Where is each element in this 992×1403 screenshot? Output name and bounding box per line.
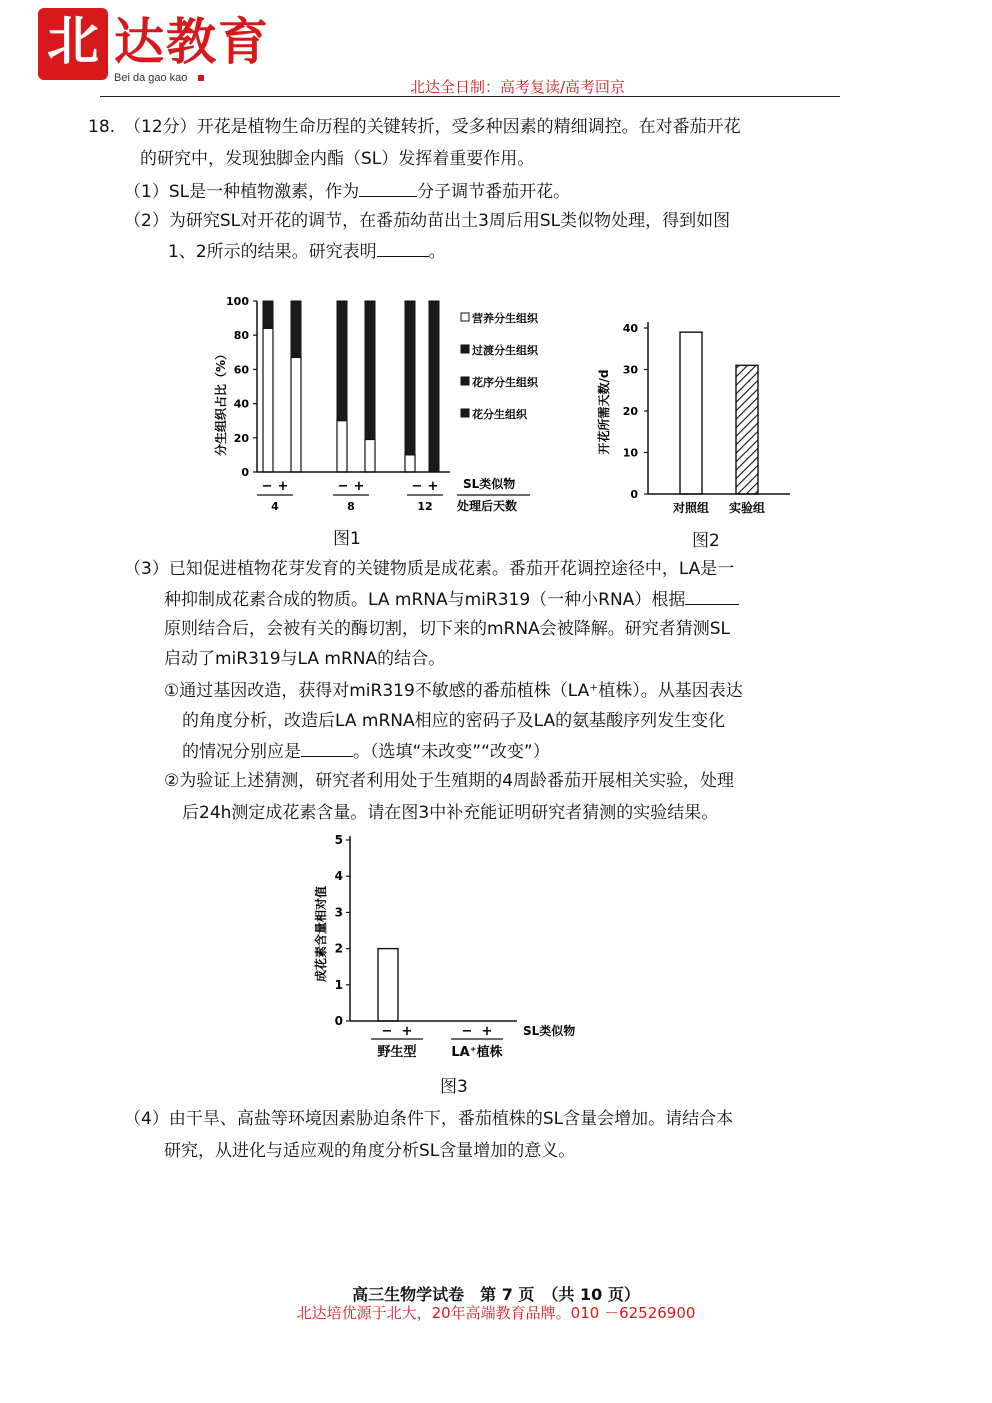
part-3-sub-1-text-b: 。（选填“未改变”“改变”） bbox=[353, 742, 550, 762]
logo-name: 达教育 bbox=[114, 12, 270, 71]
figure-1-bar-vegetative-segment bbox=[263, 328, 273, 472]
figure-3-bar bbox=[378, 949, 398, 1021]
part-3-line-1: （3）已知促进植物花芽发育的关键物质是成花素。番茄开花调控途径中，LA是一 bbox=[124, 559, 735, 579]
figure-1-caption: 图1 bbox=[333, 529, 361, 549]
figure-2-y-tick-label: 20 bbox=[622, 405, 638, 418]
figure-2-x-labels bbox=[672, 500, 765, 515]
figure-1-bar-other-segment bbox=[429, 301, 439, 472]
question-intro-line-2: 的研究中，发现独脚金内酯（SL）发挥着重要作用。 bbox=[140, 149, 535, 169]
part-3-line-3: 原则结合后，会被有关的酶切割，切下来的mRNA会被降解。研究者猜测SL bbox=[164, 619, 730, 639]
figure-3-y-tick-label: 5 bbox=[334, 833, 343, 847]
figure-3-group-label: LA⁺植株 bbox=[451, 1045, 503, 1060]
figure-1-legend-label: 营养分生组织 bbox=[472, 312, 538, 325]
figure-1-y-tick-label: 80 bbox=[233, 329, 249, 343]
figure-1-y-tick-label: 0 bbox=[241, 466, 249, 479]
figure-3-treatment-minus: − bbox=[461, 1024, 473, 1039]
figure-1-y-tick-label: 20 bbox=[233, 431, 249, 445]
part-3-sub-1-line-3 bbox=[182, 740, 550, 763]
part-2-line-1: （2）为研究SL对开花的调节，在番茄幼苗出土3周后用SL类似物处理，得到如图 bbox=[124, 211, 731, 231]
figure-3-y-ticks bbox=[335, 833, 350, 1028]
logo-dot bbox=[198, 75, 204, 81]
figure-3-y-tick-label: 1 bbox=[334, 977, 343, 992]
figure-1-treatment-minus: − bbox=[337, 479, 349, 494]
figure-1-bars bbox=[263, 301, 439, 472]
figure-2-y-tick-label: 30 bbox=[622, 363, 638, 377]
figure-1-treatment-plus: + bbox=[353, 479, 365, 494]
figure-1-bar-other-segment bbox=[337, 301, 347, 421]
figure-3-caption: 图3 bbox=[440, 1077, 468, 1097]
figure-1-legend-swatch bbox=[461, 313, 469, 321]
figure-1-bar-vegetative-segment bbox=[365, 440, 375, 472]
part-1-text-a: （1）SL是一种植物激素，作为 bbox=[124, 182, 360, 202]
figure-2-bar bbox=[736, 365, 758, 494]
figure-2-bars bbox=[680, 332, 758, 494]
figure-3-x-labels bbox=[371, 1024, 503, 1060]
part-3-sub-1-line-1: ①通过基因改造，获得对miR319不敏感的番茄植株（LA⁺植株）。从基因表达 bbox=[164, 681, 743, 701]
answer-blank-2[interactable] bbox=[377, 240, 429, 257]
figure-1-treatment-plus: + bbox=[277, 479, 289, 494]
figure-1-legend-label: 花分生组织 bbox=[472, 408, 527, 421]
figure-2-y-ticks bbox=[623, 322, 648, 501]
figure-3-chart bbox=[305, 828, 615, 1068]
figure-3-group-label: 野生型 bbox=[377, 1045, 417, 1060]
figure-3-y-tick-label: 4 bbox=[334, 869, 343, 884]
footer-page-info: 高三生物学试卷 第 7 页 （共 10 页） bbox=[352, 1285, 640, 1304]
figure-2-category-label: 对照组 bbox=[672, 501, 710, 515]
question-intro-line-1: （12分）开花是植物生命历程的关键转折，受多种因素的精细调控。在对番茄开花 bbox=[124, 117, 741, 137]
figure-1-bar-vegetative-segment bbox=[291, 357, 301, 472]
logo-char: 北 bbox=[46, 12, 99, 72]
figure-2-caption: 图2 bbox=[692, 531, 720, 551]
figure-1-bar-vegetative-segment bbox=[337, 421, 347, 472]
figure-3-y-tick-label: 3 bbox=[334, 905, 343, 920]
figure-1-bar-other-segment bbox=[263, 301, 273, 328]
figure-1-legend-label: 花序分生组织 bbox=[472, 376, 538, 389]
figure-1-treatment-plus: + bbox=[427, 479, 439, 494]
footer-brand: 北达培优源于北大，20年高端教育品牌。010 －62526900 bbox=[296, 1304, 696, 1322]
figure-1-group-label: 4 bbox=[271, 500, 279, 513]
part-2-text-b: 。 bbox=[428, 242, 446, 262]
figure-1-bar-vegetative-segment bbox=[405, 455, 415, 472]
part-3-line-2 bbox=[164, 588, 739, 611]
figure-1-legend-swatch bbox=[461, 409, 469, 417]
figure-3-bars bbox=[378, 949, 398, 1021]
answer-blank-4[interactable] bbox=[301, 740, 353, 757]
figure-1-bar-other-segment bbox=[365, 301, 375, 440]
figure-3-y-tick-label: 0 bbox=[334, 1014, 343, 1028]
part-3-sub-2-line-2: 后24h测定成花素含量。请在图3中补充能证明研究者猜测的实验结果。 bbox=[182, 803, 719, 823]
figure-3-treatment-minus: − bbox=[381, 1024, 393, 1039]
figure-2-ylabel: 开花所需天数/d bbox=[597, 369, 611, 455]
figure-2-y-tick-label: 0 bbox=[630, 488, 638, 501]
part-4-line-2: 研究，从进化与适应观的角度分析SL含量增加的意义。 bbox=[164, 1141, 576, 1161]
figure-2-chart bbox=[590, 310, 810, 525]
figure-1-group-axis-label: 处理后天数 bbox=[457, 499, 518, 513]
part-4-line-1: （4）由干旱、高盐等环境因素胁迫条件下，番茄植株的SL含量会增加。请结合本 bbox=[124, 1109, 734, 1129]
figure-1-treatment-minus: − bbox=[411, 479, 423, 494]
part-1-line bbox=[124, 180, 570, 203]
figure-1-y-tick-label: 40 bbox=[233, 397, 249, 411]
figure-1-group-label: 12 bbox=[417, 500, 433, 513]
figure-2-y-tick-label: 40 bbox=[622, 322, 638, 335]
question-number: 18. bbox=[88, 117, 116, 137]
part-3-sub-1-text-a: 的情况分别应是 bbox=[182, 742, 301, 762]
figure-1-chart bbox=[205, 290, 565, 520]
part-2-text-a: 1、2所示的结果。研究表明 bbox=[168, 242, 377, 262]
figure-1-y-ticks bbox=[226, 295, 257, 479]
part-3-sub-2-line-1: ②为验证上述猜测，研究者利用处于生殖期的4周龄番茄开展相关实验，处理 bbox=[164, 771, 735, 791]
figure-2-category-label: 实验组 bbox=[728, 501, 766, 515]
figure-3-treatment-plus: + bbox=[481, 1024, 493, 1039]
answer-blank-3[interactable] bbox=[685, 588, 739, 605]
part-1-text-b: 分子调节番茄开花。 bbox=[417, 182, 571, 202]
part-3-sub-1-line-2: 的角度分析，改造后LA mRNA相应的密码子及LA的氨基酸序列发生变化 bbox=[182, 711, 726, 731]
figure-3-y-tick-label: 2 bbox=[334, 941, 343, 956]
header-divider bbox=[100, 96, 840, 97]
answer-blank-1[interactable] bbox=[359, 180, 417, 197]
figure-1-legend-swatch bbox=[461, 377, 469, 385]
figure-1-legend bbox=[461, 311, 539, 421]
part-2-line-2 bbox=[168, 240, 446, 263]
figure-3-treatment-label: SL类似物 bbox=[523, 1024, 576, 1038]
part-3-text-2: 种抑制成花素合成的物质。LA mRNA与miR319（一种小RNA）根据 bbox=[164, 590, 686, 610]
figure-1-bar-other-segment bbox=[291, 301, 301, 357]
figure-1-bar-other-segment bbox=[405, 301, 415, 455]
figure-1-legend-label: 过渡分生组织 bbox=[472, 344, 538, 357]
figure-1-treatment-minus: − bbox=[261, 479, 273, 494]
figure-3-ylabel: 成花素含量相对值 bbox=[314, 885, 328, 983]
figure-1-legend-swatch bbox=[461, 345, 469, 353]
figure-1-y-tick-label: 100 bbox=[226, 295, 249, 308]
figure-2-y-tick-label: 10 bbox=[622, 446, 638, 460]
figure-3-treatment-plus: + bbox=[401, 1024, 413, 1039]
part-3-line-4: 启动了miR319与LA mRNA的结合。 bbox=[164, 649, 446, 669]
figure-1-ylabel: 分生组织占比（%） bbox=[214, 347, 228, 457]
header-slogan: 北达全日制：高考复读/高考回京 bbox=[410, 78, 626, 96]
figure-2-bar bbox=[680, 332, 702, 494]
figure-1-group-label: 8 bbox=[347, 500, 355, 513]
logo-pinyin: Bei da gao kao bbox=[114, 72, 188, 84]
figure-1-treatment-label: SL类似物 bbox=[463, 477, 516, 491]
figure-1-y-tick-label: 60 bbox=[233, 363, 249, 377]
